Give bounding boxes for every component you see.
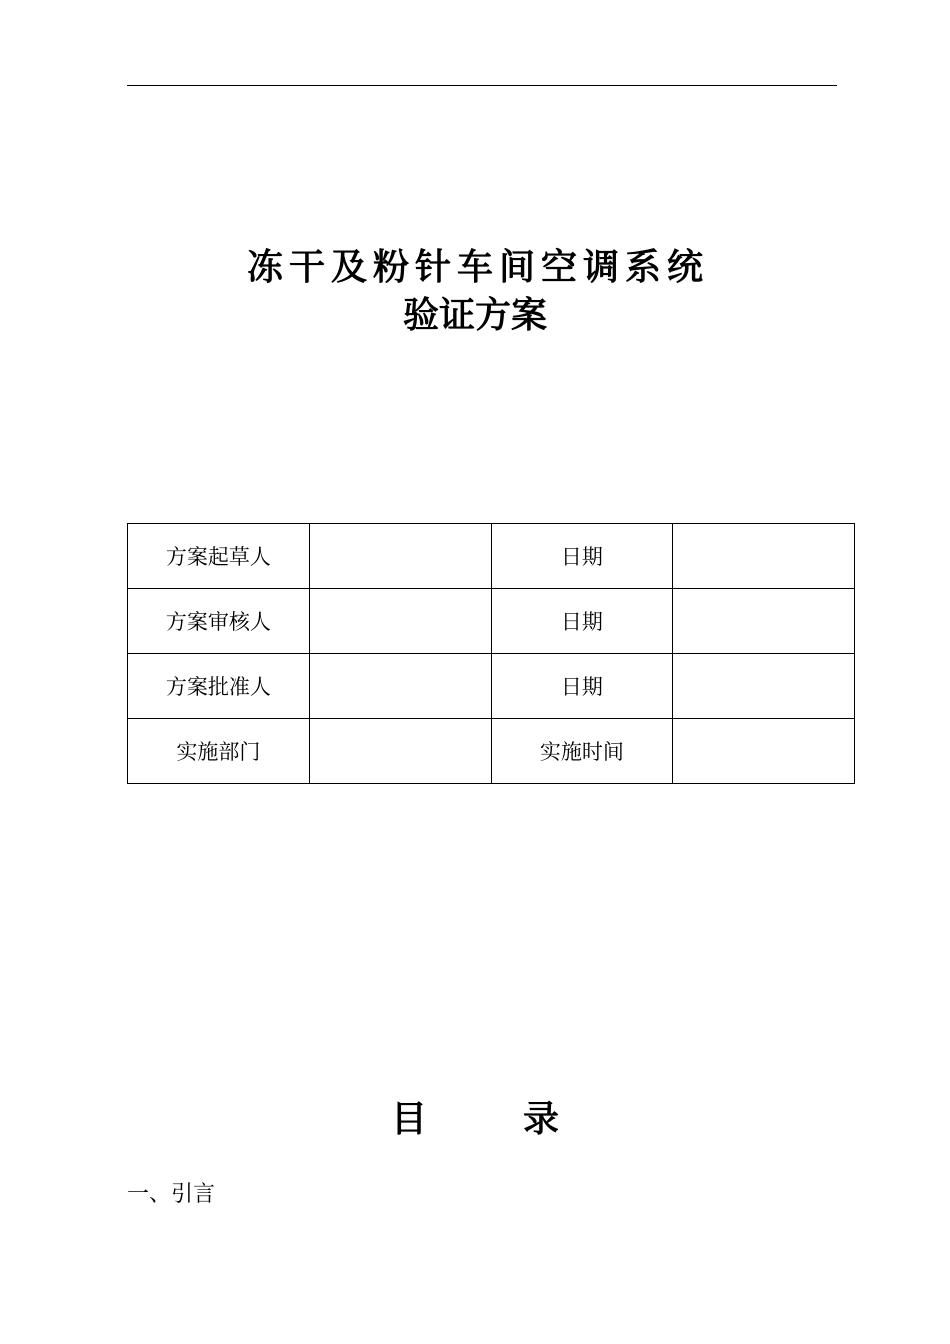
approver-date-value [673,654,855,719]
document-title: 冻干及粉针车间空调系统 [246,247,709,288]
approver-date-label: 日期 [491,654,673,719]
drafter-value [309,524,491,589]
department-value [309,719,491,784]
approval-table [127,523,855,784]
approver-value [309,654,491,719]
reviewer-date-value [673,589,855,654]
department-label: 实施部门 [128,719,310,784]
table-row [128,589,855,654]
header-rule [127,85,837,86]
reviewer-label: 方案审核人 [128,589,310,654]
reviewer-date-label: 日期 [491,589,673,654]
implementation-time-value [673,719,855,784]
drafter-label: 方案起草人 [128,524,310,589]
drafter-date-label: 日期 [491,524,673,589]
drafter-date-value [673,524,855,589]
toc-item-introduction[interactable]: 一、引言 [127,1182,216,1207]
implementation-time-label: 实施时间 [491,719,673,784]
approver-label: 方案批准人 [128,654,310,719]
reviewer-value [309,589,491,654]
toc-heading-char-2: 录 [523,1099,560,1140]
table-row [128,524,855,589]
document-subtitle: 验证方案 [402,295,547,336]
toc-heading [0,1098,950,1142]
table-row [128,719,855,784]
table-row [128,654,855,719]
toc-heading-char-1: 目 [390,1099,427,1140]
